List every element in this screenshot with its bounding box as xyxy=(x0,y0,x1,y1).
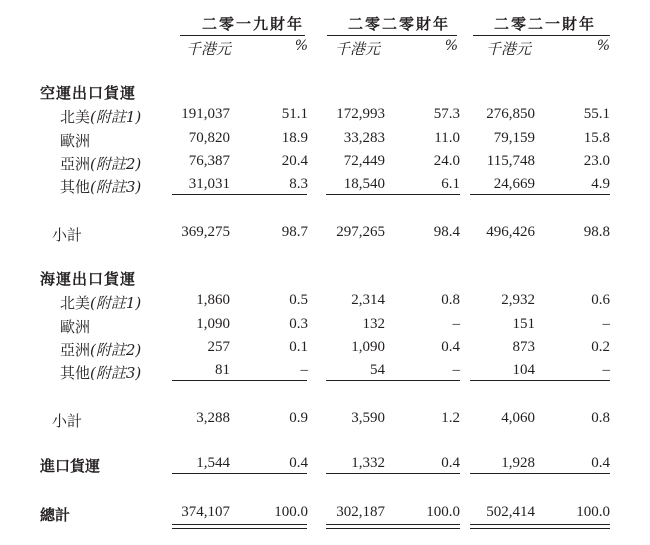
cell-value: 76,387 xyxy=(188,153,230,169)
cell-value: 0.3 xyxy=(289,316,308,332)
cell-value: 15.8 xyxy=(583,130,610,146)
cell-value: 2,314 xyxy=(351,292,385,308)
pct-label-2021: % xyxy=(596,38,610,54)
row-label: 北美(附註1) xyxy=(60,108,142,126)
cell-value: 24,669 xyxy=(493,176,535,192)
import-rule xyxy=(326,473,460,474)
total-double-rule xyxy=(470,528,610,529)
cell-value: 57.3 xyxy=(433,106,460,122)
cell-value: 257 xyxy=(207,339,230,355)
subtotal-rule xyxy=(172,380,307,381)
row-label: 歐洲 xyxy=(60,132,91,150)
cell-value: 11.0 xyxy=(434,130,460,146)
table-row xyxy=(0,153,650,173)
cell-value: 496,426 xyxy=(486,224,535,240)
cell-value: 0.5 xyxy=(289,292,308,308)
subtotal-rule xyxy=(470,380,610,381)
cell-value: 1,928 xyxy=(501,455,535,471)
year-header-2020: 二零二零財年 xyxy=(347,15,450,33)
cell-value: 6.1 xyxy=(441,176,460,192)
cell-value: – xyxy=(602,316,610,332)
row-label: 歐洲 xyxy=(60,318,91,336)
header-underline-2019 xyxy=(180,35,305,36)
table-row xyxy=(0,339,650,359)
header-underline-2021 xyxy=(473,35,610,36)
cell-value: 1.2 xyxy=(441,410,460,426)
cell-value: 502,414 xyxy=(486,504,535,520)
table-row xyxy=(0,410,650,430)
cell-value: 1,332 xyxy=(351,455,385,471)
cell-value: 98.4 xyxy=(433,224,460,240)
import-label: 進口貨運 xyxy=(40,457,101,475)
section-title-sea: 海運出口貨運 xyxy=(40,270,137,288)
cell-value: 374,107 xyxy=(181,504,230,520)
cell-value: 172,993 xyxy=(336,106,385,122)
cell-value: 369,275 xyxy=(181,224,230,240)
subtotal-rule xyxy=(326,194,460,195)
cell-value: 873 xyxy=(512,339,535,355)
total-double-rule xyxy=(172,528,307,529)
cell-value: 302,187 xyxy=(336,504,385,520)
cell-value: 297,265 xyxy=(336,224,385,240)
import-rule xyxy=(172,473,307,474)
row-label: 其他(附註3) xyxy=(60,364,142,382)
year-header-2021: 二零二一財年 xyxy=(493,15,596,33)
cell-value: 3,288 xyxy=(196,410,230,426)
cell-value: 98.8 xyxy=(583,224,610,240)
cell-value: 4,060 xyxy=(501,410,535,426)
table-row xyxy=(0,292,650,312)
unit-label-2020: 千港元 xyxy=(335,40,381,58)
cell-value: 79,159 xyxy=(493,130,535,146)
cell-value: 0.6 xyxy=(591,292,610,308)
cell-value: 104 xyxy=(512,362,535,378)
unit-label-2019: 千港元 xyxy=(186,40,232,58)
subtotal-label: 小計 xyxy=(52,226,83,244)
cell-value: 55.1 xyxy=(583,106,610,122)
section-title-air: 空運出口貨運 xyxy=(40,84,137,102)
row-label: 亞洲(附註2) xyxy=(60,155,142,173)
cell-value: 98.7 xyxy=(281,224,308,240)
cell-value: 2,932 xyxy=(501,292,535,308)
cell-value: 81 xyxy=(215,362,230,378)
cell-value: 0.2 xyxy=(591,339,610,355)
subtotal-rule xyxy=(470,194,610,195)
cell-value: 0.4 xyxy=(441,339,460,355)
cell-value: 0.1 xyxy=(289,339,308,355)
cell-value: – xyxy=(452,316,460,332)
cell-value: 51.1 xyxy=(281,106,308,122)
cell-value: 0.8 xyxy=(441,292,460,308)
cell-value: 20.4 xyxy=(281,153,308,169)
table-row xyxy=(0,455,650,475)
pct-label-2019: % xyxy=(294,38,308,54)
cell-value: 151 xyxy=(512,316,535,332)
cell-value: 3,590 xyxy=(351,410,385,426)
cell-value: 1,090 xyxy=(196,316,230,332)
row-label: 其他(附註3) xyxy=(60,178,142,196)
import-rule xyxy=(470,473,610,474)
table-row xyxy=(0,224,650,244)
total-label: 總計 xyxy=(40,506,71,524)
subtotal-label: 小計 xyxy=(52,412,83,430)
cell-value: – xyxy=(602,362,610,378)
cell-value: 100.0 xyxy=(426,504,460,520)
cell-value: 0.4 xyxy=(591,455,610,471)
table-row xyxy=(0,176,650,196)
table-row xyxy=(0,106,650,126)
cell-value: 18.9 xyxy=(281,130,308,146)
year-header-2019: 二零一九財年 xyxy=(201,15,304,33)
cell-value: 0.9 xyxy=(289,410,308,426)
cell-value: 0.4 xyxy=(441,455,460,471)
unit-label-2021: 千港元 xyxy=(486,40,532,58)
total-double-rule xyxy=(172,524,307,525)
cell-value: 1,860 xyxy=(196,292,230,308)
row-label: 亞洲(附註2) xyxy=(60,341,142,359)
cell-value: 276,850 xyxy=(486,106,535,122)
cell-value: 54 xyxy=(370,362,385,378)
cell-value: 115,748 xyxy=(486,153,535,169)
subtotal-rule xyxy=(326,380,460,381)
table-row xyxy=(0,504,650,524)
cell-value: – xyxy=(452,362,460,378)
total-double-rule xyxy=(326,524,460,525)
cell-value: 72,449 xyxy=(343,153,385,169)
cell-value: 1,090 xyxy=(351,339,385,355)
cell-value: 191,037 xyxy=(181,106,230,122)
cell-value: 100.0 xyxy=(274,504,308,520)
cell-value: 0.4 xyxy=(289,455,308,471)
total-double-rule xyxy=(470,524,610,525)
subtotal-rule xyxy=(172,194,307,195)
table-row xyxy=(0,316,650,336)
cell-value: 24.0 xyxy=(433,153,460,169)
cell-value: 8.3 xyxy=(289,176,308,192)
cell-value: 1,544 xyxy=(196,455,230,471)
table-row xyxy=(0,362,650,382)
cell-value: – xyxy=(300,362,308,378)
header-underline-2020 xyxy=(327,35,457,36)
cell-value: 70,820 xyxy=(188,130,230,146)
row-label: 北美(附註1) xyxy=(60,294,142,312)
cell-value: 4.9 xyxy=(591,176,610,192)
cell-value: 100.0 xyxy=(576,504,610,520)
cell-value: 31,031 xyxy=(188,176,230,192)
cell-value: 23.0 xyxy=(583,153,610,169)
cell-value: 132 xyxy=(362,316,385,332)
total-double-rule xyxy=(326,528,460,529)
table-row xyxy=(0,130,650,150)
pct-label-2020: % xyxy=(444,38,458,54)
cell-value: 33,283 xyxy=(343,130,385,146)
cell-value: 18,540 xyxy=(343,176,385,192)
cell-value: 0.8 xyxy=(591,410,610,426)
